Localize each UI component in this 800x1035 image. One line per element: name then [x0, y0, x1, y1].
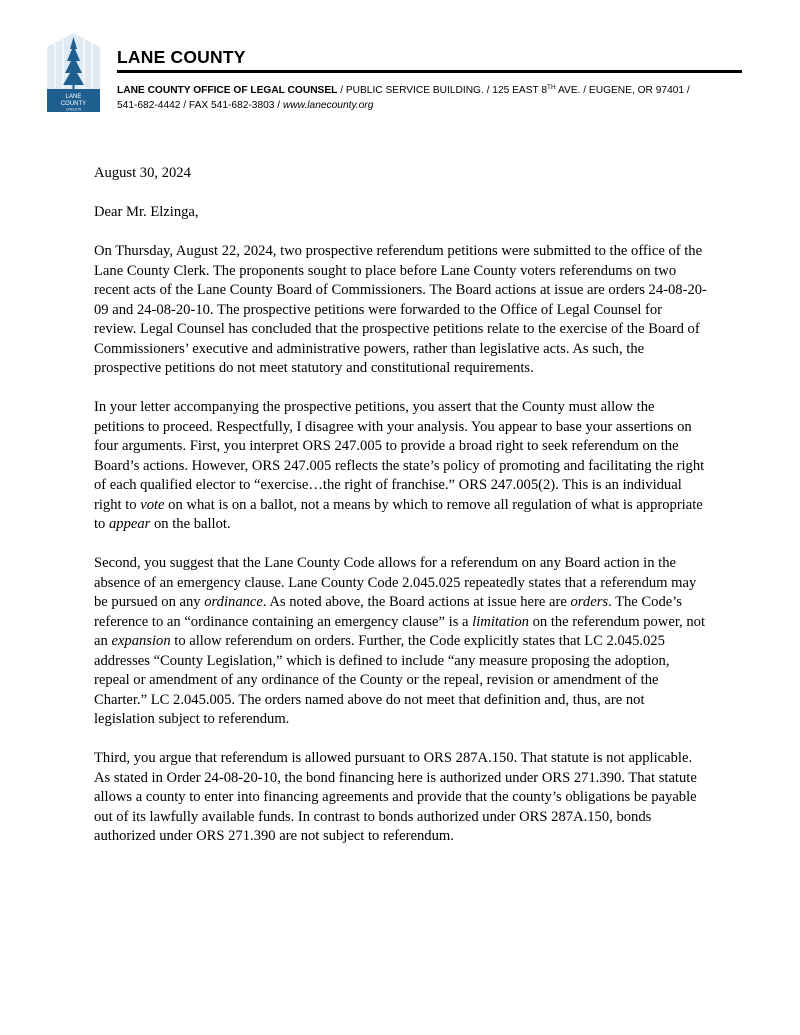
address-part1: / PUBLIC SERVICE BUILDING. / 125 EAST 8 [337, 85, 548, 96]
svg-text:COUNTY: COUNTY [60, 101, 87, 107]
text: on the referendum power, not an [94, 613, 706, 649]
header-rule [117, 70, 742, 73]
text: Third, you argue that referendum is allowed pursuant to ORS 287A.150. That statute is not applicable. As stated in Order 24-08-20-10, the bond financing here is authorized under ORS 271.390. That statute allows a county to enter into financing agreements and provide that the county’s obligations be payable out of its lawfully available funds. In contrast to bonds authorized under ORS 287A.150, bonds authorized under ORS 271.390 are not subject to referendum. [94, 750, 697, 844]
office-name: LANE COUNTY OFFICE OF LEGAL COUNSEL [117, 85, 338, 96]
text: . The Code’s reference to an “ordinance containing an emergency clause” is a [94, 594, 682, 630]
paragraph-1 [94, 242, 708, 379]
italic-text: ordinance [204, 594, 263, 610]
lane-county-logo [47, 33, 100, 112]
text: . As noted above, the Board actions at issue here are [262, 594, 571, 610]
text: Second, you suggest that the Lane County Code allows for a referendum on any Board action in the absence of an emergency clause. Lane County Code 2.045.025 repeatedly states that a referendum may be pursued on any [94, 555, 697, 610]
letterhead-address [117, 84, 757, 113]
paragraph-3 [94, 554, 708, 730]
paragraph-4 [94, 749, 708, 847]
svg-text:LANE: LANE [65, 94, 82, 100]
text: On Thursday, August 22, 2024, two prospective referendum petitions were submitted to the office of the Lane County Clerk. The proponents sought to place before Lane County voters referendums on two recent acts of the Lane County Board of Commissioners. The Board actions at issue are orders 24-08-20-09 and 24-08-20-10. The prospective petitions were forwarded to the Office of Legal Counsel for review. Legal Counsel has concluded that the prospective petitions relate to the exercise of the Board of Commissioners’ executive and administrative powers, rather than legislative acts. As such, the prospective petitions do not meet statutory and constitutional requirements. [94, 243, 707, 376]
address-sup: TH [547, 84, 556, 91]
salutation: Dear Mr. Elzinga, [94, 204, 199, 220]
svg-text:OREGON: OREGON [65, 107, 82, 112]
address-part2: AVE. / EUGENE, OR 97401 / [555, 85, 690, 96]
italic-text: appear [109, 516, 151, 532]
text: on the ballot. [150, 516, 231, 532]
website-link[interactable]: www.lanecounty.org [282, 99, 374, 111]
text: on what is on a ballot, not a means by which to remove all regulation of what is appropriate to [94, 496, 703, 532]
text: In your letter accompanying the prospective petitions, you assert that the County must allow the petitions to proceed. Respectfully, I disagree with your analysis. You appear to base your assertions on four arguments. First, you interpret ORS 247.005 to provide a broad right to seek referendum on the Board’s actions. However, ORS 247.005 reflects the state’s policy of promoting and facilitating the right of each qualified elector to “exercise…the right of franchise.” ORS 247.005(2). This is an individual right to [94, 399, 705, 513]
italic-text: orders [570, 594, 609, 610]
text: to allow referendum on orders. Further, the Code explicitly states that LC 2.045.025 addresses “County Legislation,” which is defined to include “any measure proposing the adoption, repeal or amendment of any ordinance of the County or the repeal, revision or amendment of the Charter.” LC 2.045.005. The orders named above do not meet that definition and, thus, are not legislation subject to referendum. [94, 633, 670, 727]
phone-fax: 541-682-4442 / FAX 541-682-3803 / [117, 99, 283, 111]
italic-text: expansion [111, 633, 171, 649]
org-name: LANE COUNTY [117, 47, 246, 67]
italic-text: limitation [472, 613, 529, 630]
paragraph-2 [94, 398, 708, 535]
letter-body [94, 164, 708, 866]
letter-date: August 30, 2024 [94, 165, 191, 181]
italic-text: vote [140, 496, 165, 513]
